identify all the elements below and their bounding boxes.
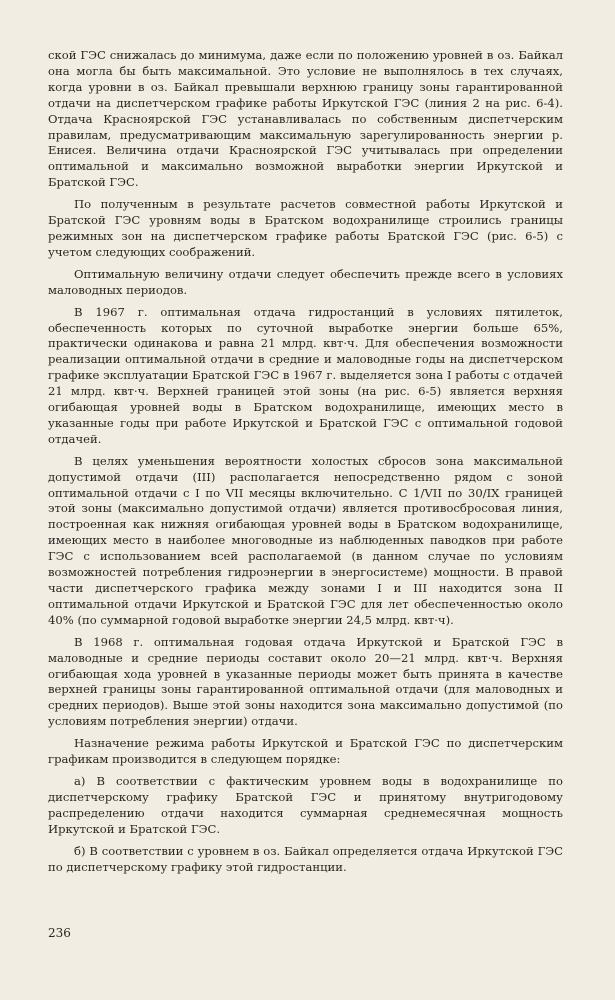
paragraph-6: В 1968 г. оптимальная годовая отдача Иркутской и Братской ГЭС в маловодные и средние периоды составит около 20—21 млрд. квт·ч. Верхняя огибающая хода уровней в указанные периоды может быть принята в качестве верхней границы зоны гарантированной оптимальной отдачи (для маловодных и средних периодов). Выше этой зоны находится зона максимально допустимой (по условиям потребления энергии) отдачи. — [48, 634, 563, 729]
paragraph-7: Назначение режима работы Иркутской и Братской ГЭС по диспетчерским графикам производится в следующем порядке: — [48, 736, 563, 767]
paragraph-9: б) В соответствии с уровнем в оз. Байкал определяется отдача Иркутской ГЭС по диспетчерскому графику этой гидростанции. — [48, 843, 563, 874]
page-number: 236 — [48, 926, 71, 940]
paragraph-3: Оптимальную величину отдачи следует обеспечить прежде всего в условиях маловодных периодов. — [48, 266, 563, 297]
paragraph-1: ской ГЭС снижалась до минимума, даже если по положению уровней в оз. Байкал она могла бы быть максимальной. Это условие не выполнялось в тех случаях, когда уровни в оз. Байкал превышали верхнюю границу зоны гарантированной отдачи на диспетчерском графике работы Иркутской ГЭС (линия 2 на рис. 6-4). Отдача Красноярской ГЭС устанавливалась по собственным диспетчерским правилам, предусматривающим максимальную зарегулированность энергии р. Енисея. Величина отдачи Красноярской ГЭС учитывалась при определении оптимальной и максимально возможной выработки энергии Иркутской и Братской ГЭС. — [48, 48, 563, 190]
paragraph-4: В 1967 г. оптимальная отдача гидростанций в условиях пятилеток, обеспеченность которых по суточной выработке энергии больше 65%, практически одинакова и равна 21 млрд. квт·ч. Для обеспечения возможности реализации оптимальной отдачи в средние и маловодные годы на диспетчерском графике эксплуатации Братской ГЭС в 1967 г. выделяется зона I работы с отдачей 21 млрд. квт·ч. Верхней границей этой зоны (на рис. 6-5) является верхняя огибающая уровней воды в Братском водохранилище, имеющих место в указанные годы при работе Иркутской и Братской ГЭС с оптимальной годовой отдачей. — [48, 304, 563, 446]
paragraph-8: а) В соответствии с фактическим уровнем воды в водохранилище по диспетчерскому графику Братской ГЭС и принятому внутригодовому распределению отдачи находится суммарная среднемесячная мощность Иркутской и Братской ГЭС. — [48, 773, 563, 836]
paragraph-2: По полученным в результате расчетов совместной работы Иркутской и Братской ГЭС уровням воды в Братском водохранилище строились границы режимных зон на диспетчерском графике работы Братской ГЭС (рис. 6-5) с учетом следующих соображений. — [48, 197, 563, 259]
paragraph-5: В целях уменьшения вероятности холостых сбросов зона максимальной допустимой отдачи (III) располагается непосредственно рядом с зоной оптимальной отдачи с I по VII месяцы включительно. С 1/VII по 30/IX границей этой зоны (максимально допустимой отдачи) является противосбросовая линия, построенная как нижняя огибающая уровней воды в Братском водохранилище, имеющих место в наиболее многоводные из наблюденных паводков при работе ГЭС с использованием всей располагаемой (в данном случае по условиям возможностей потребления гидроэнергии в энергосистеме) мощности. В правой части диспетчерского графика между зонами I и III находится зона II оптимальной отдачи Иркутской и Братской ГЭС для лет обеспеченностью около 40% (по суммарной годовой выработке энергии 24,5 млрд. квт·ч). — [48, 453, 563, 627]
body-text — [48, 48, 563, 875]
